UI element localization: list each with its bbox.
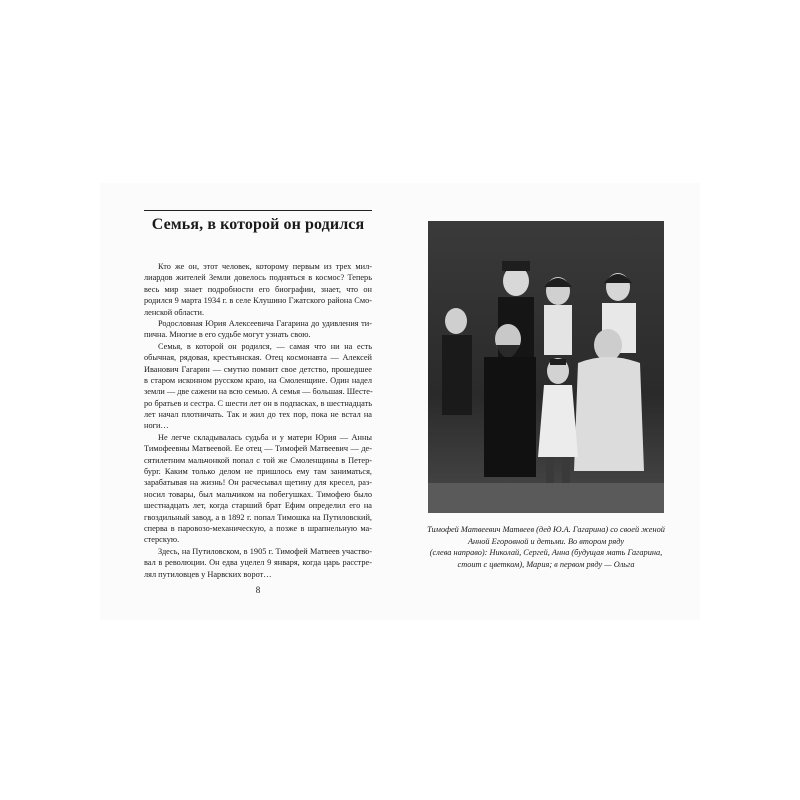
body-line: лет начал плотничать. Так и жил до тех пор, пока не встал на bbox=[144, 410, 372, 420]
body-line: сперва в паровозо-механическую, а позже в шрапнельную ма- bbox=[144, 523, 372, 533]
page-number: 8 bbox=[255, 585, 261, 595]
body-line: обычная, рядовая, крестьянская. Отец космонавта — Алексей bbox=[144, 353, 372, 363]
body-line: весь мир знает подробности его биографии, знает, что он bbox=[144, 284, 372, 294]
family-photo-illustration bbox=[428, 221, 664, 513]
caption-line: (слева направо): Николай, Сергей, Анна (будущая мать Гагарина, bbox=[429, 548, 663, 558]
body-line: Тимофеевны Матвеевой. Ее отец — Тимофей Матвеевич — де- bbox=[144, 444, 372, 454]
body-line: земли — две сажени на всю семью. А семья — большая. Шесте- bbox=[144, 387, 373, 397]
body-line: Кто же он, этот человек, которому первым из трех мил- bbox=[158, 262, 372, 271]
body-line: лиардов жителей Земли довелось подняться в космос? Теперь bbox=[144, 273, 372, 283]
family-photo bbox=[428, 221, 664, 513]
caption-line: стоит с цветком), Мария; в первом ряду — Ольга bbox=[457, 559, 635, 569]
body-text bbox=[144, 261, 372, 580]
body-line: пична. Многие в его судьбе могут узнать свою. bbox=[144, 330, 311, 340]
body-line: Не легче складывалась судьба и у матери Юрия — Анны bbox=[158, 432, 372, 442]
body-line: шестнадцать лет, когда старший брат Ефим определил его на bbox=[144, 501, 372, 511]
title-rule bbox=[144, 210, 372, 211]
body-line: родился 9 марта 1934 г. в селе Клушино Гжатского района Смо- bbox=[144, 296, 372, 306]
body-line: ро братьев и сестра. С шести лет он в подпасках, в шестнадцать bbox=[144, 398, 372, 408]
body-line: гвоздильный завод, а в 1892 г. попал Тимошка на Путиловский, bbox=[144, 512, 372, 522]
body-line: Родословная Юрия Алексеевича Гагарина до удивления ти- bbox=[158, 318, 372, 328]
left-page bbox=[100, 183, 400, 620]
body-line: Здесь, на Путиловском, в 1905 г. Тимофей Матвеев участво- bbox=[158, 546, 372, 556]
photo-caption bbox=[420, 524, 672, 570]
body-line: носил товары, был мальчиком на побегушках. Тимофею было bbox=[144, 489, 372, 499]
body-line: сятилетним мальчонкой попал с той же Смоленщины в Петер- bbox=[144, 455, 372, 465]
body-line: в старом исконном русском краю, на Смоленщине. Один надел bbox=[144, 375, 372, 385]
body-line: зарабатывая на жизнь! Он расчесывал щетину для кресел, раз- bbox=[144, 478, 372, 488]
body-line: бург. Каким только делом не пришлось ему там заниматься, bbox=[144, 467, 372, 477]
body-line: лял путиловцев у Нарвских ворот… bbox=[144, 569, 272, 579]
body-line: Семья, в которой он родился, — самая что ни на есть bbox=[158, 341, 372, 351]
right-page bbox=[400, 183, 700, 620]
book-spread bbox=[100, 183, 700, 620]
caption-line: Тимофей Матвеевич Матвеев (дед Ю.А. Гагарина) со своей женой bbox=[427, 525, 665, 534]
body-line: ленской области. bbox=[144, 307, 205, 317]
body-line: стерскую. bbox=[144, 535, 180, 545]
caption-line: Анной Егоровной и детьми. Во втором ряду bbox=[467, 536, 624, 546]
body-line: Иванович Гагарин — смутно помнит свое детство, прошедшее bbox=[144, 364, 372, 374]
body-line: вал в революции. Он едва уцелел 9 января, когда царь расстре- bbox=[144, 558, 372, 568]
body-line: ноги… bbox=[144, 421, 169, 431]
chapter-title: Семья, в которой он родился bbox=[151, 216, 365, 233]
